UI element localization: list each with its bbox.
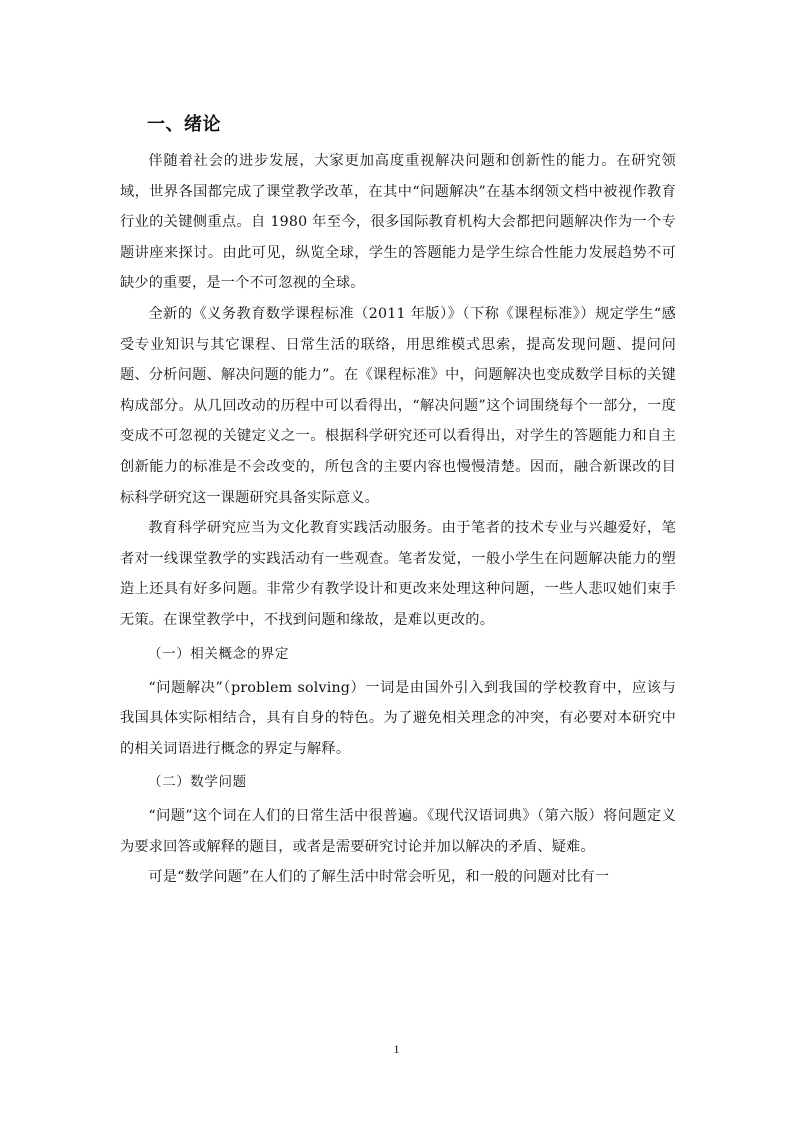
- body-paragraph: 全新的《义务教育数学课程标准（2011 年版）》（下称《课程标准》）规定学生“感受专业知识与其它课程、日常生活的联络，用思维模式思索，提高发现问题、提问问题、分析问题、解决问题的能力”。在《课程标准》中，问题解决也变成数学目标的关键构成部分。从几回改动的历程中可以看得出，“解决问题”这个词围绕每个一部分，一度变成不可忽视的关键定义之一。根据科学研究还可以看得出，对学生的答题能力和自主创新能力的标准是不会改变的，所包含的主要内容也慢慢清楚。因而，融合新课改的目标科学研究这一课题研究具备实际意义。: [120, 305, 676, 506]
- body-paragraph: 伴随着社会的进步发展，大家更加高度重视解决问题和创新性的能力。在研究领域，世界各国都完成了课堂教学改革，在其中“问题解决”在基本纲领文档中被视作教育行业的关键侧重点。自 1980 年至今，很多国际教育机构大会都把问题解决作为一个专题讲座来探讨。由此可见，纵览全球，学生的答题能力是学生综合性能力发展趋势不可缺少的重要，是一个不可忽视的全球。: [120, 153, 676, 292]
- document-body: [120, 108, 676, 893]
- section-heading-concepts: （一）相关概念的界定: [148, 645, 289, 662]
- page-number: 1: [393, 1042, 400, 1056]
- body-paragraph: 教育科学研究应当为文化教育实践活动服务。由于笔者的技术专业与兴趣爱好，笔者对一线课堂教学的实践活动有一些观查。笔者发觉，一般小学生在问题解决能力的塑造上还具有好多问题。非常少有教学设计和更改来处理这种问题，一些人悲叹她们束手无策。在课堂教学中，不找到问题和缘故，是难以更改的。: [120, 520, 676, 628]
- section-heading-math-problems: （二）数学问题: [148, 774, 247, 791]
- chapter-heading: 一、绪论: [147, 114, 221, 135]
- body-paragraph: “问题解决”（problem solving）一词是由国外引入到我国的学校教育中，应该与我国具体实际相结合，具有自身的特色。为了避免相关理念的冲突，有必要对本研究中的相关词语进行概念的界定与解释。: [120, 679, 676, 757]
- body-paragraph: 可是“数学问题”在人们的了解生活中时常会听见，和一般的问题对比有一: [148, 869, 610, 886]
- body-paragraph: “问题”这个词在人们的日常生活中很普遍。《现代汉语词典》（第六版）将问题定义为要求回答或解释的题目，或者是需要研究讨论并加以解决的矛盾、疑难。: [120, 808, 676, 855]
